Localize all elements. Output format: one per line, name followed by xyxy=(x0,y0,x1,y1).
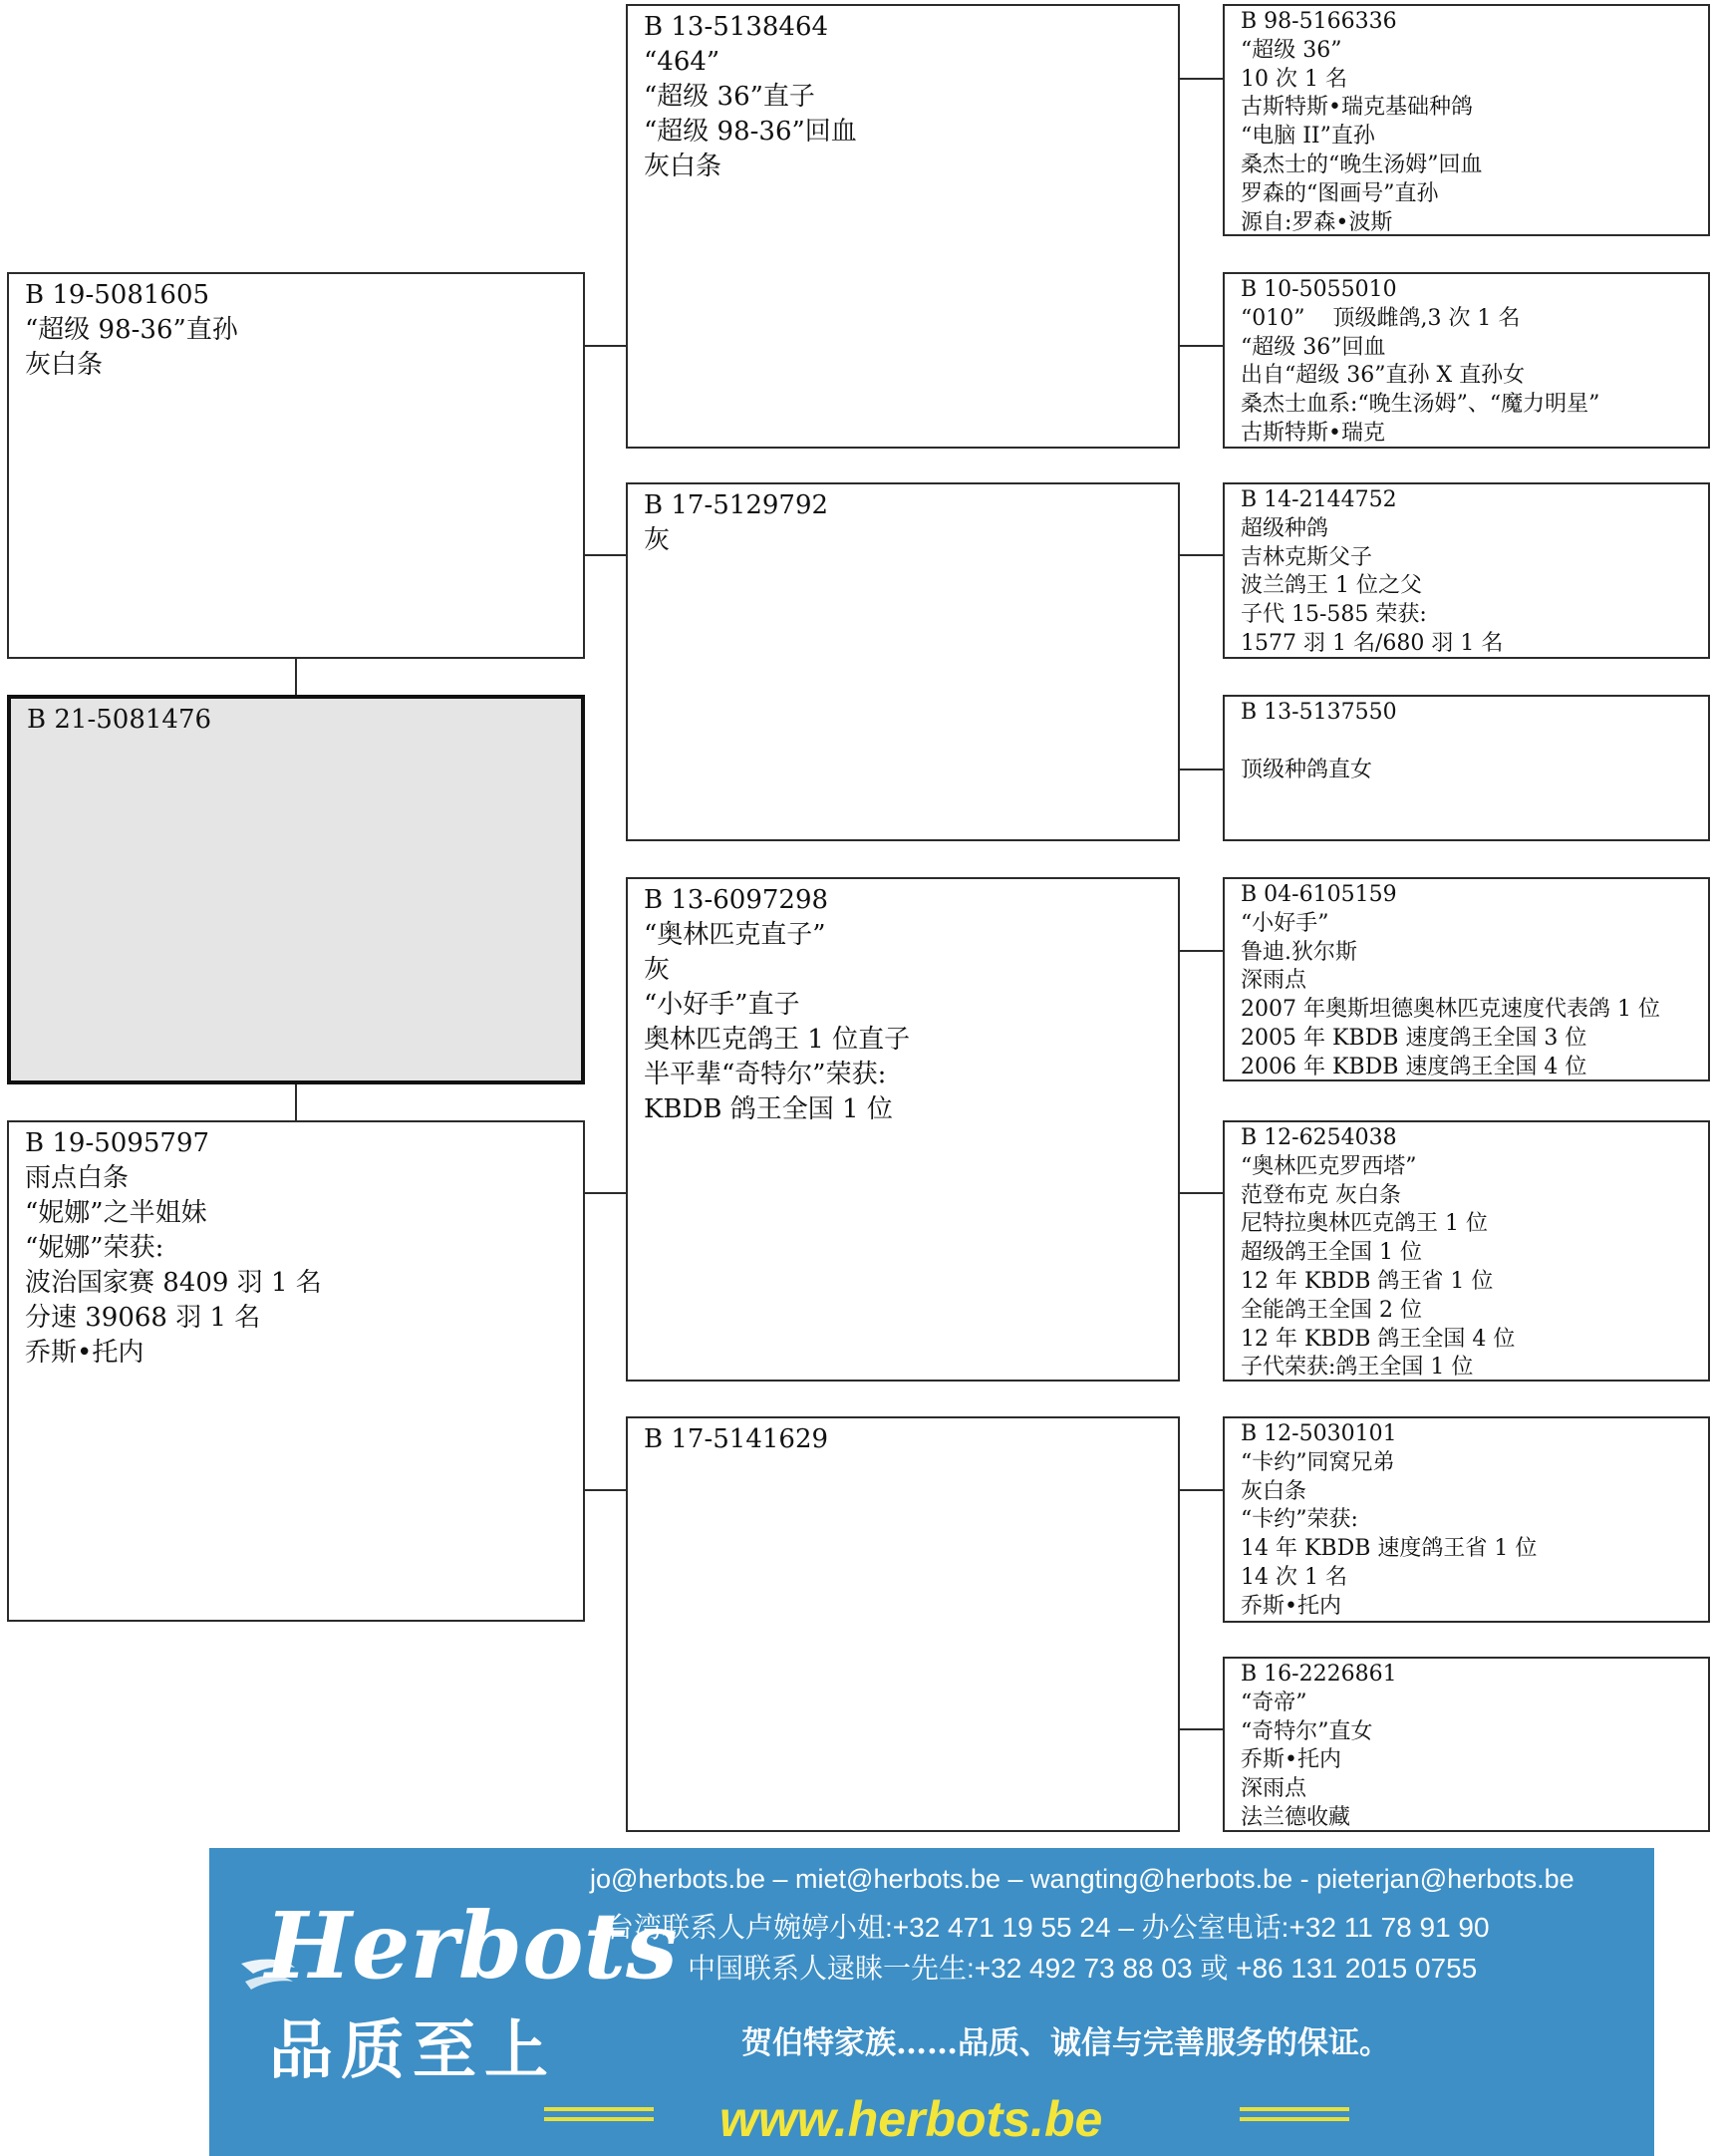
website-link[interactable]: www.herbots.be xyxy=(719,2091,1103,2147)
pedigree-info-line: 灰白条 xyxy=(25,350,104,380)
pedigree-info-line: 分速 39068 羽 1 名 xyxy=(25,1303,261,1333)
ff-mother-box xyxy=(1223,272,1710,449)
connector-line xyxy=(1180,345,1223,347)
pedigree-info-line: “卡约”同窝兄弟 xyxy=(1241,1449,1395,1475)
ring-number: B 13-5138464 xyxy=(644,12,829,42)
fm-father-box xyxy=(1223,482,1710,659)
pedigree-info-line: 古斯特斯•瑞克 xyxy=(1241,420,1385,446)
taiwan-contact: 台湾联系人卢婉婷小姐:+32 471 19 55 24 – 办公室电话:+32 11 78 91 90 xyxy=(606,1912,1490,1943)
pedigree-info-line: “奇特尔”直女 xyxy=(1241,1718,1373,1744)
ring-number: B 10-5055010 xyxy=(1241,277,1397,302)
connector-line xyxy=(1180,78,1223,80)
connector-line xyxy=(585,1192,626,1194)
ring-number: B 19-5095797 xyxy=(25,1128,210,1158)
pedigree-info-line: “电脑 II”直孙 xyxy=(1241,124,1375,150)
pedigree-info-line: 奥林匹克鸽王 1 位直子 xyxy=(644,1025,911,1055)
decorative-dash xyxy=(544,2117,654,2121)
connector-line xyxy=(295,1084,297,1120)
tagline: 贺伯特家族……品质、诚信与完善服务的保证。 xyxy=(741,2025,1390,2061)
mm-father-box xyxy=(1223,1416,1710,1623)
pedigree-info-line: “超级 98-36”回血 xyxy=(644,117,857,147)
ring-number: B 04-6105159 xyxy=(1241,882,1397,907)
connector-line xyxy=(585,345,626,347)
pedigree-info-line: 14 年 KBDB 速度鸽王省 1 位 xyxy=(1241,1536,1538,1562)
pedigree-info-line: 半平辈“奇特尔”荣获: xyxy=(644,1060,887,1089)
pedigree-info-line: 桑杰士血系:“晚生汤姆”、“魔力明星” xyxy=(1241,392,1600,418)
pedigree-info-line: 12 年 KBDB 鸽王全国 4 位 xyxy=(1241,1326,1516,1352)
connector-line xyxy=(1180,950,1223,952)
pedigree-info-line: 超级种鸽 xyxy=(1241,515,1329,541)
ring-number: B 13-5137550 xyxy=(1241,700,1397,725)
ring-number: B 13-6097298 xyxy=(644,885,829,915)
pedigree-info-line: 超级鸽王全国 1 位 xyxy=(1241,1240,1422,1266)
pedigree-info-line: “奥林匹克罗西塔” xyxy=(1241,1153,1417,1179)
maternal-grandfather-box xyxy=(626,877,1180,1382)
subject-pigeon-box xyxy=(7,695,585,1084)
pedigree-info-line: 10 次 1 名 xyxy=(1241,66,1347,92)
pedigree-info-line: “超级 36” xyxy=(1241,37,1342,63)
pedigree-info-line: 范登布克 灰白条 xyxy=(1241,1182,1401,1208)
pedigree-info-line: 灰白条 xyxy=(1241,1478,1307,1504)
pedigree-info-line: 深雨点 xyxy=(1241,968,1307,994)
pedigree-info-line: “小好手”直子 xyxy=(644,990,800,1020)
pedigree-info-line: “小好手” xyxy=(1241,910,1329,936)
ff-father-box xyxy=(1223,4,1710,236)
pedigree-info-line: 桑杰士的“晚生汤姆”回血 xyxy=(1241,152,1483,177)
decorative-dash xyxy=(1240,2117,1349,2121)
connector-line xyxy=(1180,1489,1223,1491)
pedigree-info-line: “010” 顶级雌鸽,3 次 1 名 xyxy=(1241,305,1521,331)
pedigree-info-line: 14 次 1 名 xyxy=(1241,1564,1347,1590)
herbots-logo xyxy=(235,1886,678,2005)
pedigree-info-line: “奇帝” xyxy=(1241,1690,1307,1715)
pedigree-info-line: 乔斯•托内 xyxy=(1241,1593,1341,1619)
connector-line xyxy=(295,659,297,695)
pedigree-info-line: 乔斯•托内 xyxy=(1241,1747,1341,1773)
decorative-dash xyxy=(544,2107,654,2111)
maternal-grandmother-box xyxy=(626,1416,1180,1832)
pedigree-info-line: “超级 98-36”直孙 xyxy=(25,315,238,345)
pedigree-info-line: 1577 羽 1 名/680 羽 1 名 xyxy=(1241,630,1504,656)
pedigree-info-line: KBDB 鸽王全国 1 位 xyxy=(644,1094,893,1124)
mf-father-box xyxy=(1223,877,1710,1081)
father-box xyxy=(7,272,585,659)
connector-line xyxy=(1180,769,1223,770)
pedigree-info-line: 子代 15-585 荣获: xyxy=(1241,602,1427,628)
ring-number: B 12-6254038 xyxy=(1241,1125,1397,1150)
ring-number: B 19-5081605 xyxy=(25,280,210,310)
mf-mother-box xyxy=(1223,1120,1710,1382)
connector-line xyxy=(585,554,626,556)
pedigree-info-line: 法兰德收藏 xyxy=(1241,1804,1351,1830)
pedigree-info-line: 子代荣获:鸽王全国 1 位 xyxy=(1241,1355,1474,1381)
pedigree-info-line: 雨点白条 xyxy=(25,1163,130,1193)
mm-mother-box xyxy=(1223,1657,1710,1832)
ring-number: B 16-2226861 xyxy=(1241,1662,1397,1687)
paternal-grandmother-box xyxy=(626,482,1180,841)
pedigree-info-line: “卡约”荣获: xyxy=(1241,1507,1358,1533)
pedigree-info-line: 顶级种鸽直女 xyxy=(1241,757,1373,782)
paternal-grandfather-box xyxy=(626,4,1180,449)
ring-number: B 17-5129792 xyxy=(644,490,829,520)
pedigree-info-line: 波治国家赛 8409 羽 1 名 xyxy=(25,1268,322,1298)
pedigree-info-line: “464” xyxy=(644,47,720,77)
pedigree-info-line: “妮娜”荣获: xyxy=(25,1233,164,1263)
decorative-dash xyxy=(1240,2107,1349,2111)
ring-number: B 17-5141629 xyxy=(644,1424,829,1454)
pedigree-info-line: 2007 年奥斯坦德奥林匹克速度代表鸽 1 位 xyxy=(1241,997,1660,1023)
ring-number: B 12-5030101 xyxy=(1241,1421,1397,1446)
ring-number: B 14-2144752 xyxy=(1241,487,1397,512)
subject-ring-number: B 21-5081476 xyxy=(27,705,212,735)
connector-line xyxy=(585,1489,626,1491)
fm-mother-box xyxy=(1223,695,1710,841)
pedigree-info-line: 尼特拉奥林匹克鸽王 1 位 xyxy=(1241,1211,1488,1237)
pedigree-info-line: “妮娜”之半姐妹 xyxy=(25,1198,207,1228)
pedigree-info-line: 灰 xyxy=(644,525,671,555)
svg-text:Herbots: Herbots xyxy=(265,1892,678,2000)
connector-line xyxy=(1180,1728,1223,1730)
mother-box xyxy=(7,1120,585,1622)
connector-line xyxy=(1180,1192,1223,1194)
pedigree-info-line: 罗森的“图画号”直孙 xyxy=(1241,180,1439,206)
pedigree-info-line: 灰白条 xyxy=(644,152,722,181)
ring-number: B 98-5166336 xyxy=(1241,9,1397,34)
pedigree-info-line: 全能鸽王全国 2 位 xyxy=(1241,1297,1422,1323)
pedigree-info-line: 2006 年 KBDB 速度鸽王全国 4 位 xyxy=(1241,1054,1587,1079)
connector-line xyxy=(1180,554,1223,556)
pedigree-info-line: 鲁迪.狄尔斯 xyxy=(1241,939,1357,965)
pedigree-info-line: 古斯特斯•瑞克基础种鸽 xyxy=(1241,95,1473,121)
pedigree-info-line: “超级 36”回血 xyxy=(1241,334,1386,360)
slogan: 品质至上 xyxy=(269,2013,556,2088)
pedigree-info-line: “奥林匹克直子” xyxy=(644,920,826,950)
china-contact: 中国联系人逯睐一先生:+32 492 73 88 03 或 +86 131 2015 0755 xyxy=(688,1953,1478,1984)
pedigree-info-line: 灰 xyxy=(644,955,671,985)
pedigree-info-line: 出自“超级 36”直孙 X 直孙女 xyxy=(1241,363,1526,389)
pedigree-info-line: 波兰鸽王 1 位之父 xyxy=(1241,573,1422,599)
pedigree-info-line xyxy=(1241,728,1692,757)
pedigree-info-line: 12 年 KBDB 鸽王省 1 位 xyxy=(1241,1268,1494,1294)
pedigree-info-line: 吉林克斯父子 xyxy=(1241,544,1373,570)
pedigree-info-line: 2005 年 KBDB 速度鸽王全国 3 位 xyxy=(1241,1025,1587,1051)
pedigree-info-line: 源自:罗森•波斯 xyxy=(1241,209,1393,235)
email-contacts: jo@herbots.be – miet@herbots.be – wangting@herbots.be - pieterjan@herbots.be xyxy=(590,1864,1574,1894)
pedigree-info-line: “超级 36”直子 xyxy=(644,82,815,112)
pedigree-info-line: 乔斯•托内 xyxy=(25,1338,144,1368)
herbots-banner xyxy=(209,1848,1654,2156)
pedigree-info-line: 深雨点 xyxy=(1241,1776,1307,1802)
